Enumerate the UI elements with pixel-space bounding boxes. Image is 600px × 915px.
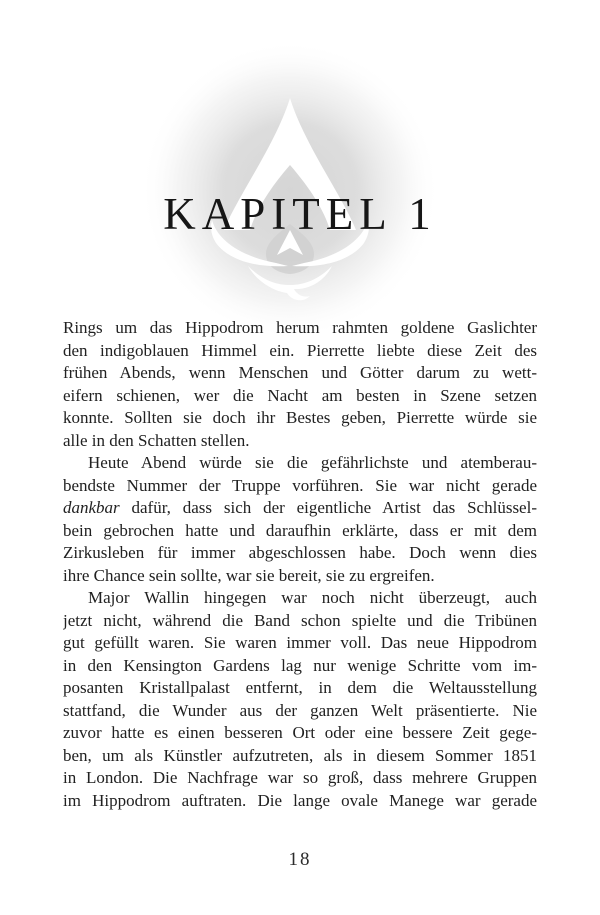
text-segment: bein gebrochen hatte und daraufhin erklärte, dass er mit dem — [63, 520, 537, 540]
text-segment: Heute Abend würde sie die gefährlichste und atemberau- — [88, 453, 537, 472]
text-line — [63, 745, 537, 768]
text-segment: Major Wallin hingegen war noch nicht überzeugt, auch — [88, 588, 537, 607]
text-line — [63, 340, 537, 363]
text-line — [63, 385, 537, 408]
text-line — [63, 632, 537, 655]
text-line — [63, 497, 537, 520]
text-line — [63, 520, 537, 543]
text-line — [63, 655, 537, 678]
text-segment: Rings um das Hippodrom herum rahmten goldene Gaslichter — [63, 318, 537, 337]
text-segment: in London. Die Nachfrage war so groß, dass mehrere Gruppen — [63, 768, 537, 787]
text-line — [63, 677, 537, 700]
text-segment: ben, um als Künstler aufzutreten, als in diesem Sommer 1851 — [63, 745, 537, 765]
text-line — [63, 452, 537, 475]
text-line — [63, 362, 537, 385]
chapter-title: KAPITEL 1 — [163, 189, 437, 239]
text-segment: ihre Chance sein sollte, war sie bereit, sie zu ergreifen. — [63, 565, 435, 585]
text-segment: im Hippodrom auftraten. Die lange ovale Manege war gerade — [63, 790, 537, 810]
body-paragraph — [63, 452, 537, 587]
italic-text: dankbar — [63, 498, 120, 517]
body-text — [63, 317, 537, 812]
text-line — [63, 790, 537, 813]
text-segment: den indigoblauen Himmel ein. Pierrette liebte diese Zeit des — [63, 340, 537, 360]
text-line — [63, 610, 537, 633]
body-paragraph — [63, 587, 537, 812]
text-segment: stattfand, die Wunder aus der ganzen Welt präsentierte. Nie — [63, 700, 537, 720]
text-line — [63, 700, 537, 723]
page-number: 18 — [288, 849, 312, 870]
text-segment: posanten Kristallpalast entfernt, in dem die Weltausstellung — [63, 678, 537, 697]
text-segment: Zirkusleben für immer abgeschlossen habe. Doch wenn dies — [63, 543, 537, 562]
text-segment: dafür, dass sich der eigentliche Artist das Schlüssel- — [119, 498, 537, 517]
text-segment: jetzt nicht, während die Band schon spielte und die Tribünen — [63, 610, 537, 630]
text-line — [63, 565, 537, 588]
text-line — [63, 587, 537, 610]
body-paragraph — [63, 317, 537, 452]
text-segment: in den Kensington Gardens lag nur wenige Schritte vom im- — [63, 655, 537, 675]
text-segment: bendste Nummer der Truppe vorführen. Sie war nicht gerade — [63, 475, 537, 495]
text-line — [63, 767, 537, 790]
text-segment: konnte. Sollten sie doch ihr Bestes geben, Pierrette würde sie — [63, 408, 537, 427]
text-line — [63, 317, 537, 340]
text-segment: zuvor hatte es einen besseren Ort oder eine bessere Zeit gege- — [63, 723, 537, 742]
text-line — [63, 430, 537, 453]
text-line — [63, 542, 537, 565]
text-segment: eifern schienen, wer die Nacht am besten in Szene setzen — [63, 385, 537, 405]
text-segment: alle in den Schatten stellen. — [63, 430, 250, 450]
text-line — [63, 722, 537, 745]
text-line — [63, 475, 537, 498]
text-line — [63, 407, 537, 430]
text-segment: frühen Abends, wenn Menschen und Götter darum zu wett- — [63, 363, 537, 382]
text-segment: gut gefüllt waren. Sie waren immer voll. Das neue Hippodrom — [63, 633, 537, 652]
